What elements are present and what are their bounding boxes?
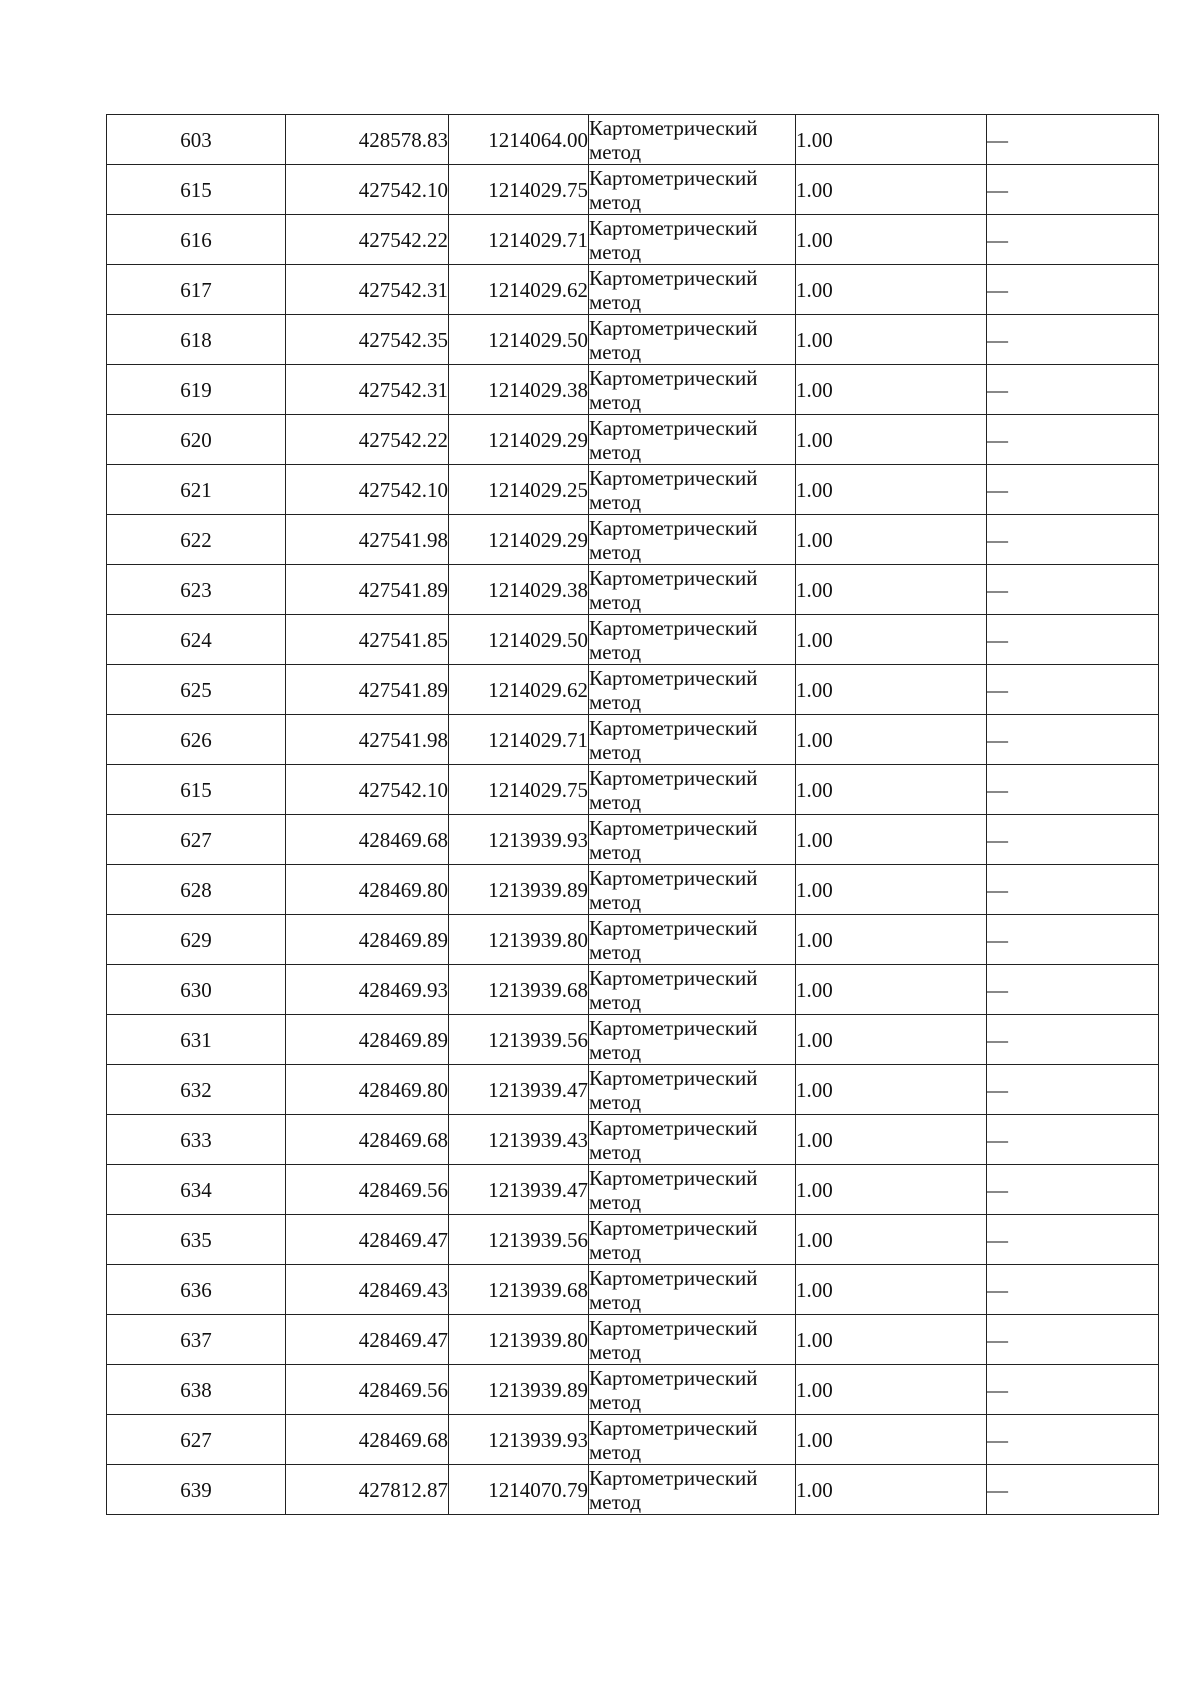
table-row: [107, 865, 1159, 915]
note-cell: —: [987, 1315, 1159, 1365]
method-line-2: метод: [589, 739, 642, 764]
table-row: [107, 1065, 1159, 1115]
method-line-2: метод: [589, 339, 642, 364]
method-line-1: Картометрический: [589, 615, 758, 640]
point-number-cell: 631: [107, 1015, 286, 1065]
method-line-1: Картометрический: [589, 1165, 758, 1190]
y-coordinate-cell: 1213939.80: [449, 915, 589, 965]
table-row: [107, 415, 1159, 465]
x-coordinate-cell: 428469.89: [286, 1015, 449, 1065]
note-cell: —: [987, 715, 1159, 765]
method-line-1: Картометрический: [589, 815, 758, 840]
table-row: [107, 315, 1159, 365]
table-row: [107, 1365, 1159, 1415]
accuracy-cell: 1.00: [796, 1265, 987, 1315]
x-coordinate-cell: 428469.47: [286, 1215, 449, 1265]
y-coordinate-cell: 1214064.00: [449, 115, 589, 165]
accuracy-cell: 1.00: [796, 1115, 987, 1165]
method-line-2: метод: [589, 439, 642, 464]
point-number-cell: 626: [107, 715, 286, 765]
method-line-2: метод: [589, 1339, 642, 1364]
x-coordinate-cell: 427542.10: [286, 765, 449, 815]
method-line-2: метод: [589, 1039, 642, 1064]
x-coordinate-cell: 428469.68: [286, 1415, 449, 1465]
note-cell: —: [987, 165, 1159, 215]
method-line-1: Картометрический: [589, 1415, 758, 1440]
y-coordinate-cell: 1214029.62: [449, 265, 589, 315]
method-line-1: Картометрический: [589, 1115, 758, 1140]
note-cell: —: [987, 1115, 1159, 1165]
note-cell: —: [987, 365, 1159, 415]
note-cell: —: [987, 215, 1159, 265]
accuracy-cell: 1.00: [796, 115, 987, 165]
method-cell: [589, 1265, 796, 1315]
accuracy-cell: 1.00: [796, 715, 987, 765]
y-coordinate-cell: 1213939.47: [449, 1065, 589, 1115]
point-number-cell: 617: [107, 265, 286, 315]
method-cell: [589, 365, 796, 415]
note-cell: —: [987, 1165, 1159, 1215]
method-line-1: Картометрический: [589, 415, 758, 440]
y-coordinate-cell: 1214029.50: [449, 615, 589, 665]
method-line-1: Картометрический: [589, 165, 758, 190]
method-line-1: Картометрический: [589, 565, 758, 590]
point-number-cell: 632: [107, 1065, 286, 1115]
x-coordinate-cell: 428469.56: [286, 1165, 449, 1215]
y-coordinate-cell: 1214029.75: [449, 765, 589, 815]
accuracy-cell: 1.00: [796, 415, 987, 465]
accuracy-cell: 1.00: [796, 515, 987, 565]
table-row: [107, 1415, 1159, 1465]
note-cell: —: [987, 265, 1159, 315]
y-coordinate-cell: 1213939.56: [449, 1015, 589, 1065]
table-row: [107, 665, 1159, 715]
table-row: [107, 1015, 1159, 1065]
point-number-cell: 638: [107, 1365, 286, 1415]
table-row: [107, 1265, 1159, 1315]
method-line-2: метод: [589, 1289, 642, 1314]
point-number-cell: 628: [107, 865, 286, 915]
method-line-2: метод: [589, 1189, 642, 1214]
method-line-1: Картометрический: [589, 465, 758, 490]
method-line-2: метод: [589, 989, 642, 1014]
point-number-cell: 639: [107, 1465, 286, 1515]
method-line-1: Картометрический: [589, 1215, 758, 1240]
method-line-2: метод: [589, 1139, 642, 1164]
table-row: [107, 165, 1159, 215]
y-coordinate-cell: 1213939.43: [449, 1115, 589, 1165]
accuracy-cell: 1.00: [796, 1015, 987, 1065]
point-number-cell: 621: [107, 465, 286, 515]
method-line-1: Картометрический: [589, 1265, 758, 1290]
y-coordinate-cell: 1213939.68: [449, 965, 589, 1015]
x-coordinate-cell: 428469.43: [286, 1265, 449, 1315]
method-cell: [589, 915, 796, 965]
point-number-cell: 623: [107, 565, 286, 615]
point-number-cell: 627: [107, 1415, 286, 1465]
note-cell: —: [987, 1065, 1159, 1115]
table-body: [107, 115, 1159, 1515]
table-row: [107, 715, 1159, 765]
method-cell: [589, 1365, 796, 1415]
method-line-1: Картометрический: [589, 115, 758, 140]
y-coordinate-cell: 1213939.56: [449, 1215, 589, 1265]
y-coordinate-cell: 1214029.38: [449, 565, 589, 615]
method-line-2: метод: [589, 1439, 642, 1464]
accuracy-cell: 1.00: [796, 165, 987, 215]
note-cell: —: [987, 865, 1159, 915]
y-coordinate-cell: 1214029.75: [449, 165, 589, 215]
y-coordinate-cell: 1213939.89: [449, 1365, 589, 1415]
method-cell: [589, 415, 796, 465]
note-cell: —: [987, 815, 1159, 865]
method-line-2: метод: [589, 839, 642, 864]
accuracy-cell: 1.00: [796, 1315, 987, 1365]
x-coordinate-cell: 427542.10: [286, 165, 449, 215]
x-coordinate-cell: 427541.98: [286, 515, 449, 565]
x-coordinate-cell: 427542.10: [286, 465, 449, 515]
accuracy-cell: 1.00: [796, 215, 987, 265]
method-line-1: Картометрический: [589, 1065, 758, 1090]
accuracy-cell: 1.00: [796, 565, 987, 615]
point-number-cell: 635: [107, 1215, 286, 1265]
method-line-1: Картометрический: [589, 265, 758, 290]
method-cell: [589, 565, 796, 615]
x-coordinate-cell: 428469.68: [286, 1115, 449, 1165]
x-coordinate-cell: 428578.83: [286, 115, 449, 165]
method-line-2: метод: [589, 139, 642, 164]
accuracy-cell: 1.00: [796, 1165, 987, 1215]
y-coordinate-cell: 1213939.47: [449, 1165, 589, 1215]
accuracy-cell: 1.00: [796, 965, 987, 1015]
note-cell: —: [987, 965, 1159, 1015]
point-number-cell: 634: [107, 1165, 286, 1215]
table-row: [107, 965, 1159, 1015]
x-coordinate-cell: 428469.47: [286, 1315, 449, 1365]
accuracy-cell: 1.00: [796, 365, 987, 415]
method-cell: [589, 1215, 796, 1265]
method-cell: [589, 1015, 796, 1065]
x-coordinate-cell: 427541.89: [286, 565, 449, 615]
method-cell: [589, 465, 796, 515]
method-line-1: Картометрический: [589, 1315, 758, 1340]
accuracy-cell: 1.00: [796, 465, 987, 515]
method-cell: [589, 515, 796, 565]
accuracy-cell: 1.00: [796, 315, 987, 365]
point-number-cell: 637: [107, 1315, 286, 1365]
method-cell: [589, 1065, 796, 1115]
x-coordinate-cell: 428469.93: [286, 965, 449, 1015]
method-line-2: метод: [589, 789, 642, 814]
note-cell: —: [987, 915, 1159, 965]
method-cell: [589, 1465, 796, 1515]
table-row: [107, 1315, 1159, 1365]
y-coordinate-cell: 1213939.93: [449, 1415, 589, 1465]
method-line-1: Картометрический: [589, 1465, 758, 1490]
table-row: [107, 1115, 1159, 1165]
x-coordinate-cell: 428469.80: [286, 865, 449, 915]
method-line-2: метод: [589, 589, 642, 614]
method-cell: [589, 215, 796, 265]
y-coordinate-cell: 1214029.29: [449, 515, 589, 565]
note-cell: —: [987, 1215, 1159, 1265]
method-cell: [589, 1115, 796, 1165]
table-row: [107, 1165, 1159, 1215]
y-coordinate-cell: 1213939.68: [449, 1265, 589, 1315]
y-coordinate-cell: 1213939.80: [449, 1315, 589, 1365]
method-line-2: метод: [589, 689, 642, 714]
point-number-cell: 630: [107, 965, 286, 1015]
method-line-2: метод: [589, 939, 642, 964]
method-cell: [589, 115, 796, 165]
note-cell: —: [987, 1415, 1159, 1465]
method-line-2: метод: [589, 1389, 642, 1414]
note-cell: —: [987, 1015, 1159, 1065]
note-cell: —: [987, 665, 1159, 715]
method-line-2: метод: [589, 239, 642, 264]
method-line-1: Картометрический: [589, 765, 758, 790]
y-coordinate-cell: 1213939.89: [449, 865, 589, 915]
method-line-1: Картометрический: [589, 1365, 758, 1390]
point-number-cell: 629: [107, 915, 286, 965]
x-coordinate-cell: 427541.85: [286, 615, 449, 665]
table-row: [107, 365, 1159, 415]
accuracy-cell: 1.00: [796, 915, 987, 965]
x-coordinate-cell: 427542.22: [286, 215, 449, 265]
x-coordinate-cell: 427542.31: [286, 365, 449, 415]
method-cell: [589, 865, 796, 915]
point-number-cell: 624: [107, 615, 286, 665]
accuracy-cell: 1.00: [796, 265, 987, 315]
y-coordinate-cell: 1213939.93: [449, 815, 589, 865]
note-cell: —: [987, 515, 1159, 565]
method-line-1: Картометрический: [589, 665, 758, 690]
accuracy-cell: 1.00: [796, 1365, 987, 1415]
x-coordinate-cell: 428469.89: [286, 915, 449, 965]
table-row: [107, 765, 1159, 815]
method-line-2: метод: [589, 1089, 642, 1114]
method-line-2: метод: [589, 489, 642, 514]
table-row: [107, 565, 1159, 615]
method-line-2: метод: [589, 289, 642, 314]
x-coordinate-cell: 427542.35: [286, 315, 449, 365]
method-line-1: Картометрический: [589, 715, 758, 740]
method-line-1: Картометрический: [589, 315, 758, 340]
method-line-1: Картометрический: [589, 965, 758, 990]
table-row: [107, 515, 1159, 565]
point-number-cell: 615: [107, 165, 286, 215]
method-line-1: Картометрический: [589, 1015, 758, 1040]
method-cell: [589, 1315, 796, 1365]
point-number-cell: 620: [107, 415, 286, 465]
method-cell: [589, 165, 796, 215]
method-cell: [589, 265, 796, 315]
point-number-cell: 636: [107, 1265, 286, 1315]
method-line-1: Картометрический: [589, 915, 758, 940]
point-number-cell: 618: [107, 315, 286, 365]
accuracy-cell: 1.00: [796, 1065, 987, 1115]
y-coordinate-cell: 1214029.29: [449, 415, 589, 465]
point-number-cell: 622: [107, 515, 286, 565]
method-line-1: Картометрический: [589, 865, 758, 890]
accuracy-cell: 1.00: [796, 1215, 987, 1265]
y-coordinate-cell: 1214029.38: [449, 365, 589, 415]
method-line-2: метод: [589, 539, 642, 564]
method-cell: [589, 615, 796, 665]
note-cell: —: [987, 615, 1159, 665]
accuracy-cell: 1.00: [796, 1465, 987, 1515]
note-cell: —: [987, 115, 1159, 165]
accuracy-cell: 1.00: [796, 865, 987, 915]
note-cell: —: [987, 315, 1159, 365]
method-line-2: метод: [589, 389, 642, 414]
accuracy-cell: 1.00: [796, 815, 987, 865]
x-coordinate-cell: 427541.89: [286, 665, 449, 715]
table-row: [107, 465, 1159, 515]
table-row: [107, 1215, 1159, 1265]
method-line-2: метод: [589, 639, 642, 664]
note-cell: —: [987, 1365, 1159, 1415]
method-line-2: метод: [589, 1489, 642, 1514]
method-cell: [589, 965, 796, 1015]
accuracy-cell: 1.00: [796, 1415, 987, 1465]
point-number-cell: 615: [107, 765, 286, 815]
method-line-2: метод: [589, 889, 642, 914]
method-line-2: метод: [589, 1239, 642, 1264]
table-row: [107, 265, 1159, 315]
point-number-cell: 619: [107, 365, 286, 415]
method-cell: [589, 665, 796, 715]
method-cell: [589, 765, 796, 815]
x-coordinate-cell: 428469.80: [286, 1065, 449, 1115]
x-coordinate-cell: 428469.56: [286, 1365, 449, 1415]
coordinates-table: [106, 114, 1159, 1515]
note-cell: —: [987, 1465, 1159, 1515]
note-cell: —: [987, 765, 1159, 815]
method-cell: [589, 1165, 796, 1215]
point-number-cell: 625: [107, 665, 286, 715]
x-coordinate-cell: 427812.87: [286, 1465, 449, 1515]
accuracy-cell: 1.00: [796, 615, 987, 665]
method-cell: [589, 1415, 796, 1465]
table-row: [107, 815, 1159, 865]
point-number-cell: 627: [107, 815, 286, 865]
method-line-2: метод: [589, 189, 642, 214]
method-cell: [589, 815, 796, 865]
y-coordinate-cell: 1214029.25: [449, 465, 589, 515]
accuracy-cell: 1.00: [796, 765, 987, 815]
y-coordinate-cell: 1214029.62: [449, 665, 589, 715]
x-coordinate-cell: 427542.22: [286, 415, 449, 465]
point-number-cell: 603: [107, 115, 286, 165]
x-coordinate-cell: 428469.68: [286, 815, 449, 865]
method-cell: [589, 315, 796, 365]
method-cell: [589, 715, 796, 765]
table-row: [107, 1465, 1159, 1515]
method-line-1: Картометрический: [589, 215, 758, 240]
note-cell: —: [987, 1265, 1159, 1315]
x-coordinate-cell: 427542.31: [286, 265, 449, 315]
y-coordinate-cell: 1214029.71: [449, 215, 589, 265]
point-number-cell: 633: [107, 1115, 286, 1165]
point-number-cell: 616: [107, 215, 286, 265]
y-coordinate-cell: 1214070.79: [449, 1465, 589, 1515]
note-cell: —: [987, 565, 1159, 615]
note-cell: —: [987, 415, 1159, 465]
table-row: [107, 215, 1159, 265]
table-row: [107, 115, 1159, 165]
method-line-1: Картометрический: [589, 365, 758, 390]
y-coordinate-cell: 1214029.50: [449, 315, 589, 365]
table-row: [107, 915, 1159, 965]
accuracy-cell: 1.00: [796, 665, 987, 715]
y-coordinate-cell: 1214029.71: [449, 715, 589, 765]
table-row: [107, 615, 1159, 665]
note-cell: —: [987, 465, 1159, 515]
x-coordinate-cell: 427541.98: [286, 715, 449, 765]
method-line-1: Картометрический: [589, 515, 758, 540]
